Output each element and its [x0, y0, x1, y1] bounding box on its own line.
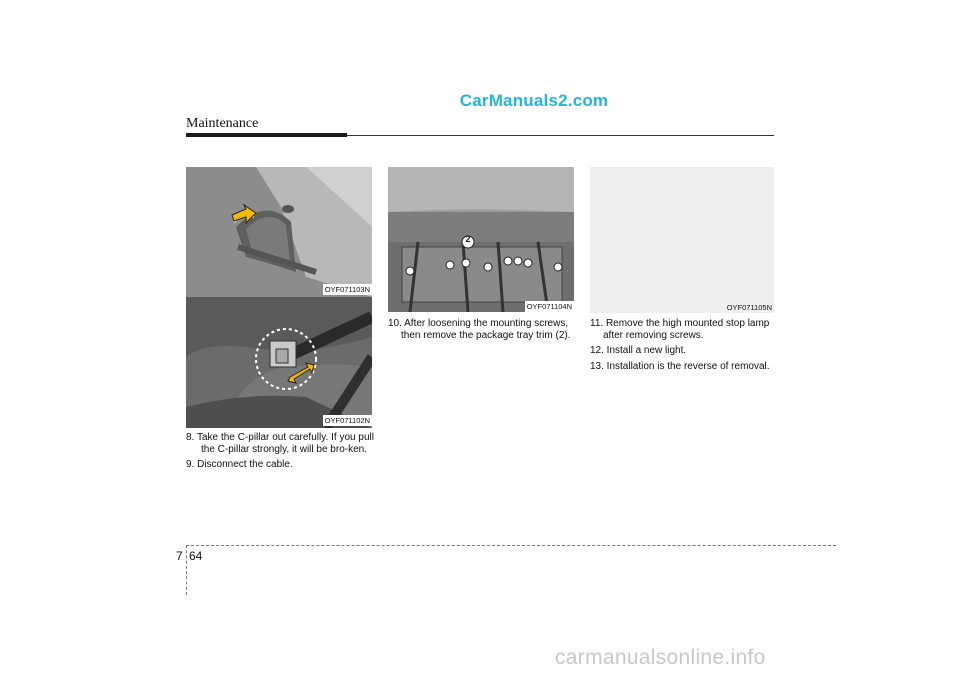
step-8: 8. Take the C-pillar out carefully. If you pull the C-pillar strongly, it will be bro-ken. [186, 432, 374, 455]
footer-rule [186, 545, 836, 546]
figure-label: OYF071104N [526, 302, 572, 311]
step-11: 11. Remove the high mounted stop lamp after removing screws. [590, 318, 770, 341]
figure-package-tray [388, 167, 574, 312]
package-tray-illustration [388, 167, 574, 312]
callout-number: 2 [465, 234, 471, 244]
figure-label: OYF071103N [324, 285, 370, 294]
page-number: 64 [189, 549, 203, 563]
figure-label: OYF071102N [324, 416, 370, 425]
header-bar [186, 133, 347, 137]
figure-stop-lamp [590, 167, 774, 313]
footer-vertical-rule [186, 545, 187, 595]
step-10: 10. After loosening the mounting screws, then remove the package tray trim (2). [388, 318, 571, 341]
c-pillar-illustration [186, 167, 372, 297]
chapter-number: 7 [176, 549, 183, 563]
page-header-title: Maintenance [186, 116, 259, 131]
watermark-bottom: carmanualsonline.info [555, 646, 766, 669]
step-12: 12. Install a new light. [590, 345, 687, 356]
cable-connector-illustration [186, 297, 372, 428]
figure-c-pillar [186, 167, 372, 297]
figure-label: OYF071105N [726, 303, 772, 312]
figure-cable-connector [186, 297, 372, 428]
watermark-top: CarManuals2.com [459, 91, 609, 110]
step-9: 9. Disconnect the cable. [186, 459, 293, 470]
step-13: 13. Installation is the reverse of removal. [590, 360, 770, 372]
header-rule [347, 135, 774, 136]
